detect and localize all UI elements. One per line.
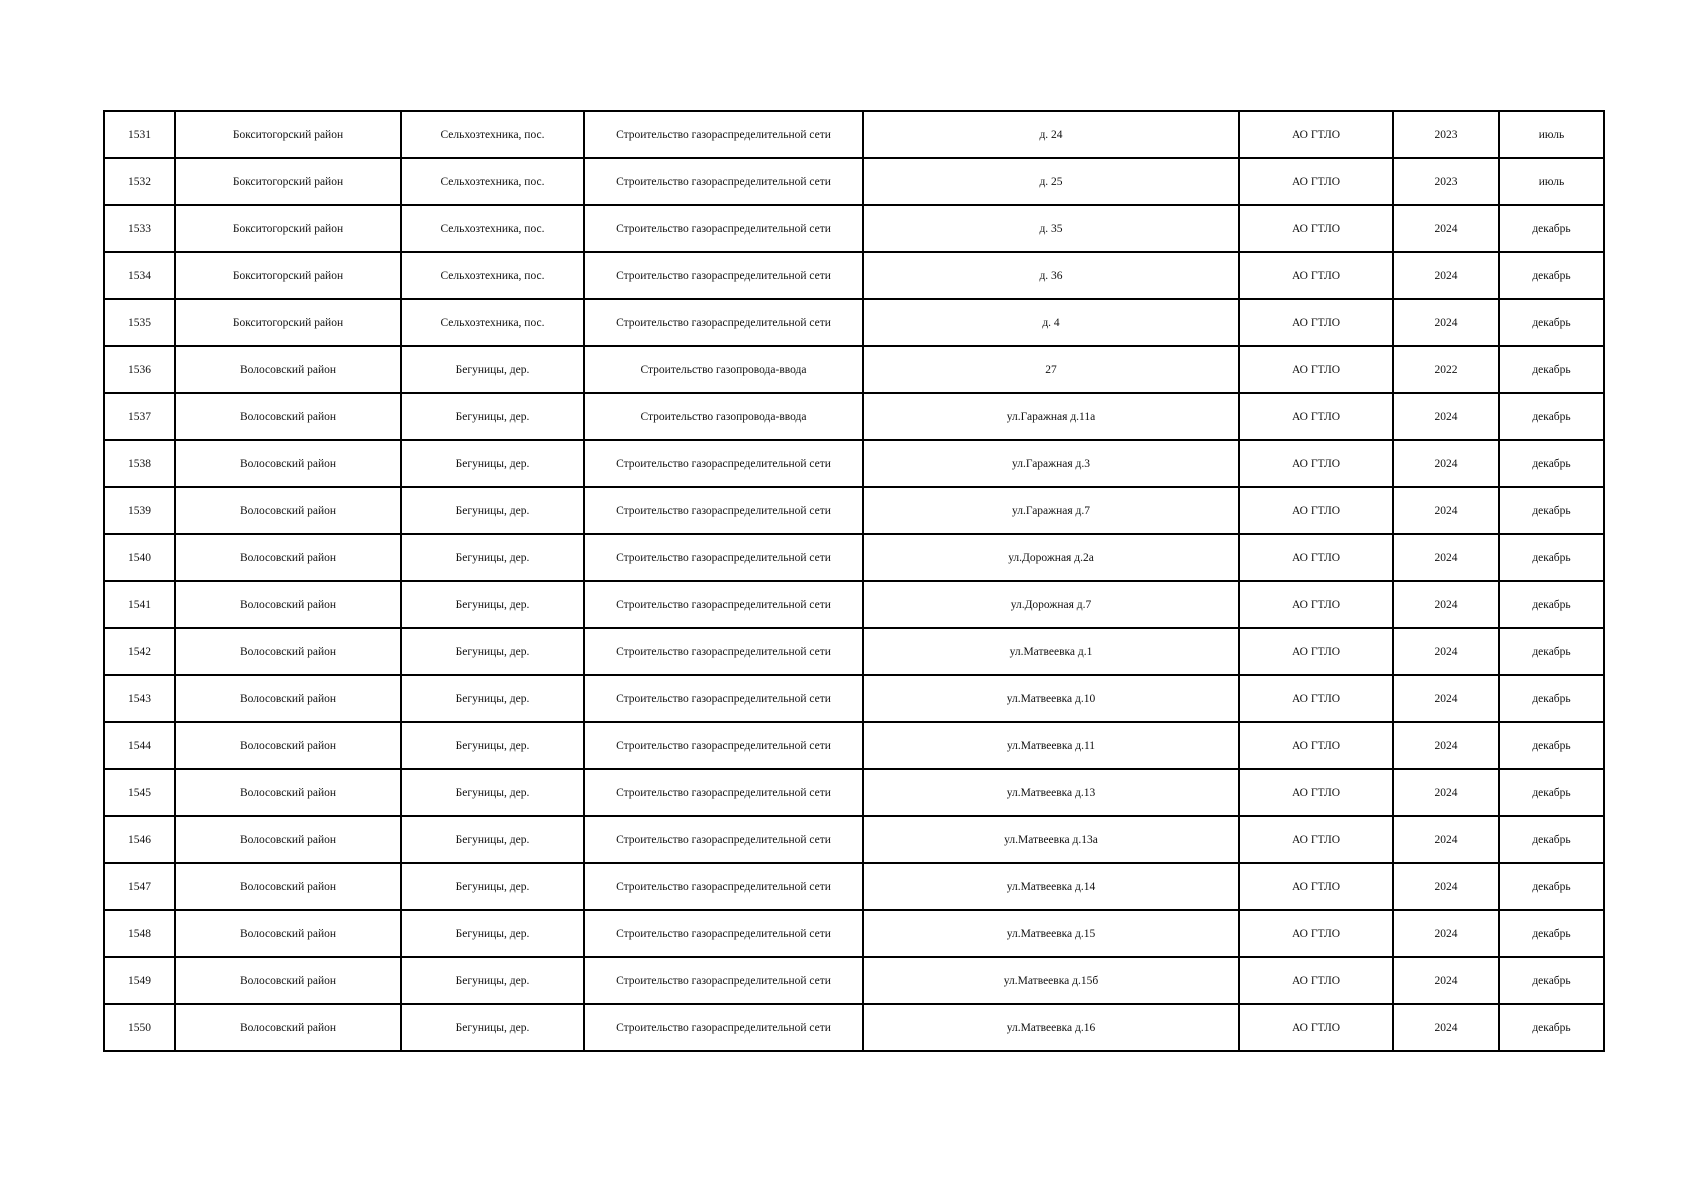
district-cell: Бокситогорский район	[175, 252, 401, 299]
address-cell: д. 35	[863, 205, 1239, 252]
organization-cell: АО ГТЛО	[1239, 910, 1393, 957]
month-cell: декабрь	[1499, 1004, 1604, 1051]
settlement-cell: Бегуницы, дер.	[401, 393, 584, 440]
table-row	[104, 863, 1604, 910]
row-number-cell: 1544	[104, 722, 175, 769]
work-type-cell: Строительство газораспределительной сети	[584, 1004, 863, 1051]
table-row	[104, 722, 1604, 769]
work-type-cell: Строительство газораспределительной сети	[584, 863, 863, 910]
year-cell: 2024	[1393, 863, 1499, 910]
month-cell: июль	[1499, 111, 1604, 158]
settlement-cell: Сельхозтехника, пос.	[401, 299, 584, 346]
organization-cell: АО ГТЛО	[1239, 205, 1393, 252]
district-cell: Волосовский район	[175, 863, 401, 910]
settlement-cell: Бегуницы, дер.	[401, 722, 584, 769]
settlement-cell: Бегуницы, дер.	[401, 910, 584, 957]
settlement-cell: Бегуницы, дер.	[401, 675, 584, 722]
row-number-cell: 1543	[104, 675, 175, 722]
organization-cell: АО ГТЛО	[1239, 487, 1393, 534]
district-cell: Волосовский район	[175, 675, 401, 722]
row-number-cell: 1547	[104, 863, 175, 910]
year-cell: 2024	[1393, 440, 1499, 487]
organization-cell: АО ГТЛО	[1239, 957, 1393, 1004]
settlement-cell: Бегуницы, дер.	[401, 581, 584, 628]
year-cell: 2024	[1393, 534, 1499, 581]
year-cell: 2024	[1393, 675, 1499, 722]
month-cell: декабрь	[1499, 675, 1604, 722]
month-cell: декабрь	[1499, 816, 1604, 863]
address-cell: ул.Матвеевка д.15б	[863, 957, 1239, 1004]
organization-cell: АО ГТЛО	[1239, 769, 1393, 816]
work-type-cell: Строительство газопровода-ввода	[584, 346, 863, 393]
month-cell: декабрь	[1499, 863, 1604, 910]
row-number-cell: 1531	[104, 111, 175, 158]
table-row	[104, 440, 1604, 487]
year-cell: 2024	[1393, 628, 1499, 675]
organization-cell: АО ГТЛО	[1239, 299, 1393, 346]
month-cell: декабрь	[1499, 346, 1604, 393]
row-number-cell: 1534	[104, 252, 175, 299]
settlement-cell: Бегуницы, дер.	[401, 863, 584, 910]
month-cell: декабрь	[1499, 440, 1604, 487]
year-cell: 2024	[1393, 205, 1499, 252]
row-number-cell: 1539	[104, 487, 175, 534]
district-cell: Волосовский район	[175, 1004, 401, 1051]
settlement-cell: Бегуницы, дер.	[401, 534, 584, 581]
district-cell: Волосовский район	[175, 487, 401, 534]
row-number-cell: 1536	[104, 346, 175, 393]
table-row	[104, 158, 1604, 205]
work-type-cell: Строительство газораспределительной сети	[584, 487, 863, 534]
month-cell: декабрь	[1499, 252, 1604, 299]
work-type-cell: Строительство газораспределительной сети	[584, 675, 863, 722]
settlement-cell: Бегуницы, дер.	[401, 628, 584, 675]
row-number-cell: 1541	[104, 581, 175, 628]
address-cell: 27	[863, 346, 1239, 393]
row-number-cell: 1548	[104, 910, 175, 957]
table-row	[104, 534, 1604, 581]
settlement-cell: Бегуницы, дер.	[401, 440, 584, 487]
organization-cell: АО ГТЛО	[1239, 863, 1393, 910]
district-cell: Волосовский район	[175, 957, 401, 1004]
work-type-cell: Строительство газораспределительной сети	[584, 910, 863, 957]
month-cell: декабрь	[1499, 957, 1604, 1004]
year-cell: 2023	[1393, 158, 1499, 205]
table-row	[104, 487, 1604, 534]
table-body	[104, 111, 1604, 1051]
settlement-cell: Бегуницы, дер.	[401, 487, 584, 534]
organization-cell: АО ГТЛО	[1239, 158, 1393, 205]
district-cell: Бокситогорский район	[175, 158, 401, 205]
district-cell: Волосовский район	[175, 440, 401, 487]
row-number-cell: 1538	[104, 440, 175, 487]
organization-cell: АО ГТЛО	[1239, 628, 1393, 675]
month-cell: декабрь	[1499, 393, 1604, 440]
address-cell: ул.Дорожная д.2а	[863, 534, 1239, 581]
organization-cell: АО ГТЛО	[1239, 534, 1393, 581]
table-row	[104, 346, 1604, 393]
table-row	[104, 111, 1604, 158]
district-cell: Бокситогорский район	[175, 111, 401, 158]
row-number-cell: 1535	[104, 299, 175, 346]
year-cell: 2023	[1393, 111, 1499, 158]
year-cell: 2024	[1393, 581, 1499, 628]
settlement-cell: Сельхозтехника, пос.	[401, 252, 584, 299]
table-row	[104, 299, 1604, 346]
year-cell: 2022	[1393, 346, 1499, 393]
table-row	[104, 910, 1604, 957]
row-number-cell: 1546	[104, 816, 175, 863]
district-cell: Волосовский район	[175, 581, 401, 628]
address-cell: ул.Гаражная д.11а	[863, 393, 1239, 440]
row-number-cell: 1540	[104, 534, 175, 581]
address-cell: ул.Матвеевка д.10	[863, 675, 1239, 722]
year-cell: 2024	[1393, 487, 1499, 534]
year-cell: 2024	[1393, 910, 1499, 957]
district-cell: Волосовский район	[175, 534, 401, 581]
address-cell: ул.Гаражная д.7	[863, 487, 1239, 534]
district-cell: Волосовский район	[175, 769, 401, 816]
month-cell: декабрь	[1499, 628, 1604, 675]
address-cell: ул.Матвеевка д.11	[863, 722, 1239, 769]
work-type-cell: Строительство газораспределительной сети	[584, 205, 863, 252]
work-type-cell: Строительство газораспределительной сети	[584, 769, 863, 816]
district-cell: Волосовский район	[175, 346, 401, 393]
address-cell: ул.Матвеевка д.13а	[863, 816, 1239, 863]
organization-cell: АО ГТЛО	[1239, 440, 1393, 487]
work-type-cell: Строительство газораспределительной сети	[584, 534, 863, 581]
work-type-cell: Строительство газораспределительной сети	[584, 957, 863, 1004]
address-cell: ул.Матвеевка д.1	[863, 628, 1239, 675]
table-row	[104, 675, 1604, 722]
table-row	[104, 581, 1604, 628]
gasification-table	[103, 110, 1605, 1052]
month-cell: декабрь	[1499, 205, 1604, 252]
address-cell: ул.Матвеевка д.13	[863, 769, 1239, 816]
organization-cell: АО ГТЛО	[1239, 393, 1393, 440]
month-cell: декабрь	[1499, 487, 1604, 534]
organization-cell: АО ГТЛО	[1239, 722, 1393, 769]
district-cell: Волосовский район	[175, 722, 401, 769]
work-type-cell: Строительство газораспределительной сети	[584, 628, 863, 675]
settlement-cell: Сельхозтехника, пос.	[401, 111, 584, 158]
address-cell: ул.Матвеевка д.14	[863, 863, 1239, 910]
table-row	[104, 1004, 1604, 1051]
row-number-cell: 1545	[104, 769, 175, 816]
organization-cell: АО ГТЛО	[1239, 346, 1393, 393]
month-cell: декабрь	[1499, 910, 1604, 957]
organization-cell: АО ГТЛО	[1239, 1004, 1393, 1051]
organization-cell: АО ГТЛО	[1239, 816, 1393, 863]
organization-cell: АО ГТЛО	[1239, 581, 1393, 628]
organization-cell: АО ГТЛО	[1239, 675, 1393, 722]
year-cell: 2024	[1393, 769, 1499, 816]
district-cell: Бокситогорский район	[175, 205, 401, 252]
year-cell: 2024	[1393, 299, 1499, 346]
row-number-cell: 1533	[104, 205, 175, 252]
address-cell: ул.Гаражная д.3	[863, 440, 1239, 487]
row-number-cell: 1549	[104, 957, 175, 1004]
table-row	[104, 252, 1604, 299]
address-cell: д. 24	[863, 111, 1239, 158]
settlement-cell: Бегуницы, дер.	[401, 816, 584, 863]
work-type-cell: Строительство газораспределительной сети	[584, 252, 863, 299]
table-row	[104, 957, 1604, 1004]
work-type-cell: Строительство газораспределительной сети	[584, 440, 863, 487]
month-cell: декабрь	[1499, 769, 1604, 816]
work-type-cell: Строительство газопровода-ввода	[584, 393, 863, 440]
address-cell: ул.Матвеевка д.15	[863, 910, 1239, 957]
table-row	[104, 205, 1604, 252]
table-row	[104, 393, 1604, 440]
address-cell: д. 4	[863, 299, 1239, 346]
settlement-cell: Бегуницы, дер.	[401, 346, 584, 393]
month-cell: декабрь	[1499, 534, 1604, 581]
year-cell: 2024	[1393, 252, 1499, 299]
organization-cell: АО ГТЛО	[1239, 111, 1393, 158]
work-type-cell: Строительство газораспределительной сети	[584, 722, 863, 769]
district-cell: Волосовский район	[175, 393, 401, 440]
month-cell: декабрь	[1499, 299, 1604, 346]
year-cell: 2024	[1393, 816, 1499, 863]
row-number-cell: 1542	[104, 628, 175, 675]
row-number-cell: 1532	[104, 158, 175, 205]
work-type-cell: Строительство газораспределительной сети	[584, 158, 863, 205]
table-row	[104, 628, 1604, 675]
month-cell: декабрь	[1499, 581, 1604, 628]
settlement-cell: Бегуницы, дер.	[401, 1004, 584, 1051]
address-cell: ул.Дорожная д.7	[863, 581, 1239, 628]
settlement-cell: Бегуницы, дер.	[401, 957, 584, 1004]
month-cell: декабрь	[1499, 722, 1604, 769]
district-cell: Бокситогорский район	[175, 299, 401, 346]
table-row	[104, 769, 1604, 816]
settlement-cell: Бегуницы, дер.	[401, 769, 584, 816]
district-cell: Волосовский район	[175, 816, 401, 863]
year-cell: 2024	[1393, 1004, 1499, 1051]
year-cell: 2024	[1393, 393, 1499, 440]
district-cell: Волосовский район	[175, 628, 401, 675]
address-cell: д. 36	[863, 252, 1239, 299]
district-cell: Волосовский район	[175, 910, 401, 957]
year-cell: 2024	[1393, 722, 1499, 769]
row-number-cell: 1550	[104, 1004, 175, 1051]
work-type-cell: Строительство газораспределительной сети	[584, 581, 863, 628]
organization-cell: АО ГТЛО	[1239, 252, 1393, 299]
address-cell: д. 25	[863, 158, 1239, 205]
settlement-cell: Сельхозтехника, пос.	[401, 158, 584, 205]
table-row	[104, 816, 1604, 863]
address-cell: ул.Матвеевка д.16	[863, 1004, 1239, 1051]
work-type-cell: Строительство газораспределительной сети	[584, 111, 863, 158]
year-cell: 2024	[1393, 957, 1499, 1004]
row-number-cell: 1537	[104, 393, 175, 440]
work-type-cell: Строительство газораспределительной сети	[584, 816, 863, 863]
settlement-cell: Сельхозтехника, пос.	[401, 205, 584, 252]
document-page	[103, 110, 1603, 1052]
month-cell: июль	[1499, 158, 1604, 205]
work-type-cell: Строительство газораспределительной сети	[584, 299, 863, 346]
